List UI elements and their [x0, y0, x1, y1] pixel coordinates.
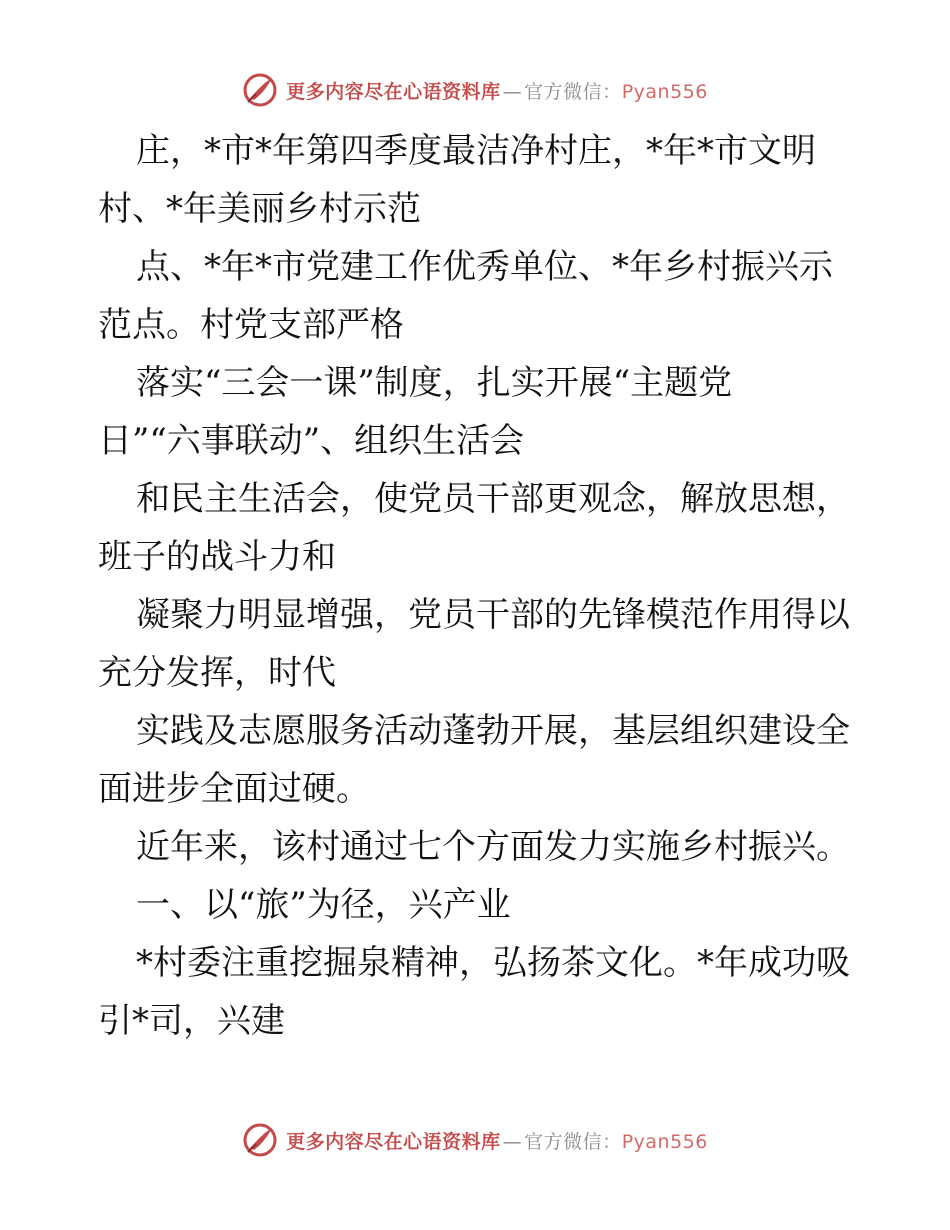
header-text: [286, 77, 708, 104]
text-line: 范点。村党支部严格: [98, 305, 404, 345]
text-line: 近年来，该村通过七个方面发力实施乡村振兴。: [136, 827, 850, 867]
text-line: 面进步全面过硬。: [98, 769, 370, 809]
text-line: 落实“三会一课”制度，扎实开展“主题党: [136, 363, 733, 403]
footer-banner: [0, 1120, 950, 1160]
text-line: 和民主生活会，使党员干部更观念，解放思想，: [136, 479, 850, 519]
text-line: 村、*年美丽乡村示范: [98, 189, 421, 229]
document-body: [98, 122, 858, 1050]
quill-pen-logo-icon: [242, 1122, 278, 1158]
text-line: 引*司，兴建: [98, 1001, 285, 1041]
header-wechat-id: Pyan556: [621, 80, 708, 103]
footer-wechat-id: Pyan556: [621, 1130, 708, 1153]
header-wechat-label: 官方微信：: [524, 80, 622, 103]
footer-text: [286, 1127, 708, 1154]
text-line: 日”“六事联动”、组织生活会: [98, 421, 525, 461]
header-banner: [0, 70, 950, 110]
text-line: 充分发挥，时代: [98, 653, 336, 693]
quill-pen-logo-icon: [242, 72, 278, 108]
header-separator: —: [502, 80, 523, 103]
text-line: 凝聚力明显增强，党员干部的先锋模范作用得以: [136, 595, 850, 635]
header-library: 更多内容尽在心语资料库: [286, 80, 501, 103]
footer-wechat-label: 官方微信：: [524, 1130, 622, 1153]
text-line: 点、*年*市党建工作优秀单位、*年乡村振兴示: [136, 247, 833, 287]
text-line: 一、以“旅”为径，兴产业: [136, 885, 511, 925]
text-line: 班子的战斗力和: [98, 537, 336, 577]
footer-library: 更多内容尽在心语资料库: [286, 1130, 501, 1153]
text-line: 实践及志愿服务活动蓬勃开展，基层组织建设全: [136, 711, 850, 751]
footer-separator: —: [502, 1130, 523, 1153]
text-line: *村委注重挖掘泉精神，弘扬茶文化。*年成功吸: [136, 943, 850, 983]
text-line: 庄，*市*年第四季度最洁净村庄，*年*市文明: [136, 131, 816, 171]
